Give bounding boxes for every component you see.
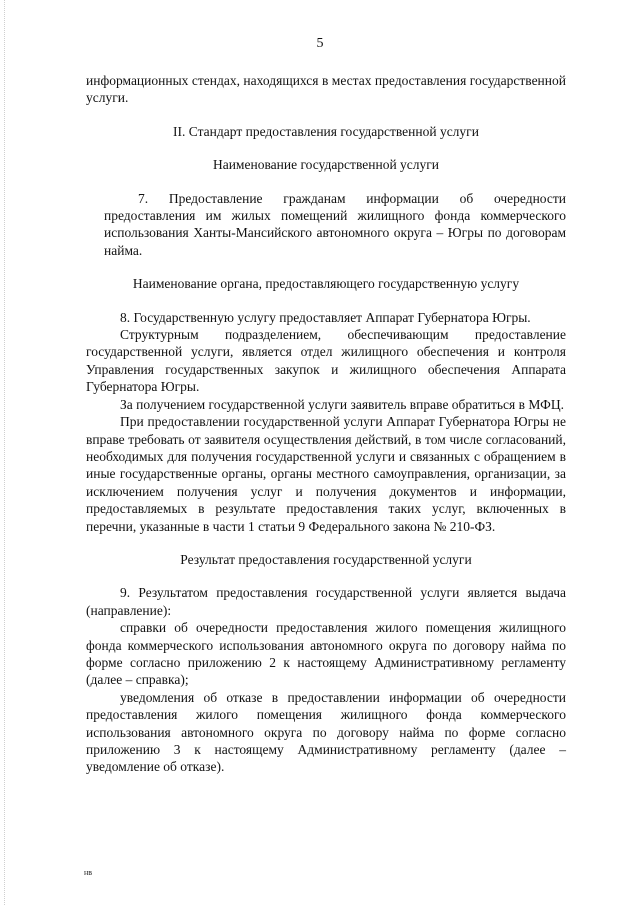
paragraph-8-3: За получением государственной услуги заявитель вправе обратиться в МФЦ. <box>120 396 564 412</box>
paragraph-8-2: Структурным подразделением, обеспечивающим предоставление государственной услуги, является отдел жилищного обеспечения и контроля Управления государственных закупок и жилищного обеспечения Аппарата Губернатора Югры. <box>86 327 566 395</box>
paragraph-9-1: 9. Результатом предоставления государственной услуги является выдача (направление): <box>86 585 566 618</box>
page-number: 5 <box>316 36 324 51</box>
subsection-heading-result: Результат предоставления государственной услуги <box>180 551 472 567</box>
paragraph-9-2: справки об очередности предоставления жилого помещения жилищного фонда коммерческого использования автономного округа по договору найма по форме согласно приложению 2 к настоящему Административному регламенту (далее – справка); <box>86 620 566 688</box>
footer-mark: нв <box>84 868 93 877</box>
subsection-heading-organ: Наименование органа, предоставляющего государственную услугу <box>132 276 520 292</box>
paragraph-8-4: При предоставлении государственной услуги Аппарат Губернатора Югры не вправе требовать от заявителя осуществления действий, в том числе согласований, необходимых для получения государственной услуги и связанных с обращением в иные государственные органы, органы местного самоуправления, организации, за исключением получения услуг и получения документов и информации, предоставляемых в результате предоставления таких услуг, включенных в перечни, указанные в части 1 статьи 9 Федерального закона № 210-ФЗ. <box>86 414 566 534</box>
paragraph-8-1: 8. Государственную услугу предоставляет Аппарат Губернатора Югры. <box>120 309 531 325</box>
scan-edge-line <box>4 0 6 905</box>
intro-paragraph-tail: информационных стендах, находящихся в местах предоставления государственной услуги. <box>86 73 566 106</box>
subsection-heading-service-name: Наименование государственной услуги <box>212 157 440 173</box>
paragraph-9-3: уведомления об отказе в предоставлении информации об очередности предоставления жилого помещения жилищного фонда коммерческого использования автономного округа по договору найма по форме согласно приложению 3 к настоящему Административному регламенту (далее – уведомление об отказе). <box>86 689 566 775</box>
page-body <box>86 72 566 776</box>
paragraph-7: 7. Предоставление гражданам информации об очередности предоставления им жилых помещений жилищного фонда коммерческого использования Ханты-Мансийского автономного округа – Югры по договорам найма. <box>104 190 566 258</box>
section-title: II. Стандарт предоставления государственной услуги <box>173 123 479 139</box>
